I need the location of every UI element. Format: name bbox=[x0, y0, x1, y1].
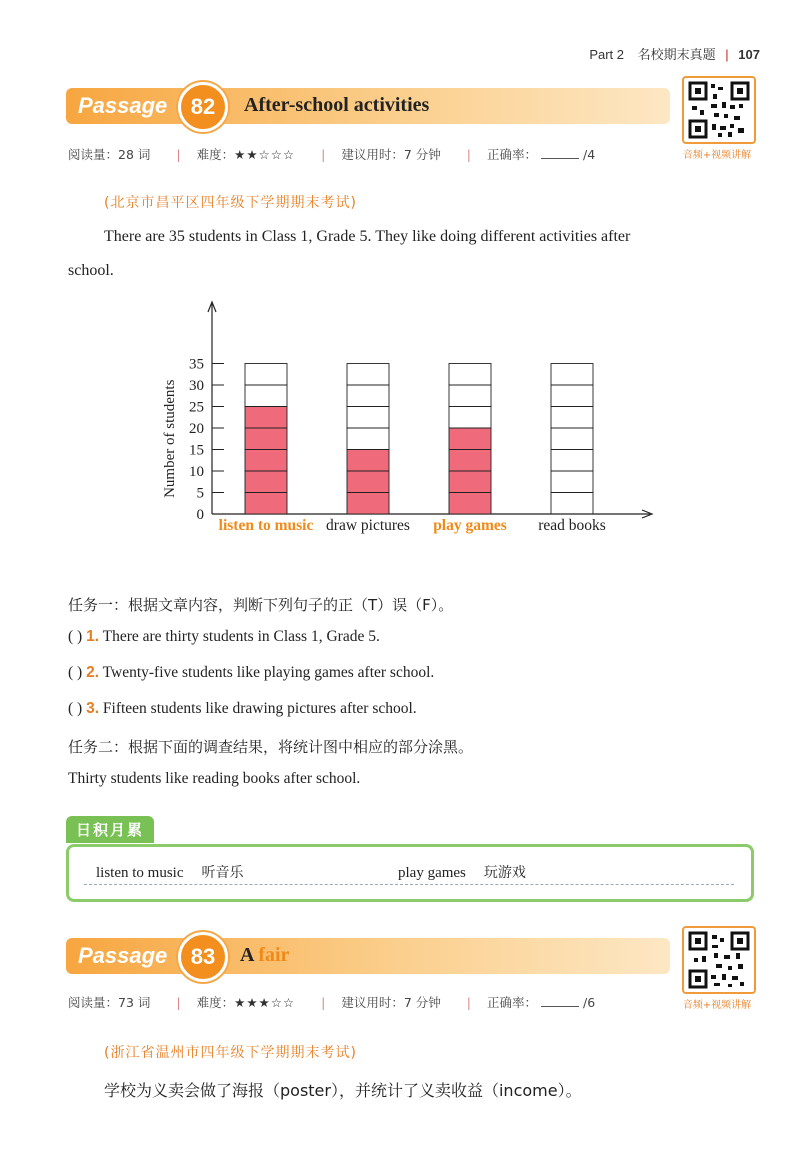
accuracy-label: 正确率： bbox=[486, 995, 537, 1010]
passage-83-title-b: fair bbox=[258, 944, 290, 966]
difficulty-label: 难度： bbox=[196, 147, 235, 162]
tf-question bbox=[68, 628, 380, 646]
bar-cell bbox=[551, 471, 593, 493]
category-label: listen to music bbox=[218, 517, 314, 534]
accuracy-label: 正确率： bbox=[486, 147, 537, 162]
task-2-sentence: Thirty students like reading books after school. bbox=[68, 770, 361, 787]
bar-cell bbox=[551, 385, 593, 407]
vocab-tag: 日积月累 bbox=[66, 816, 154, 843]
vocab-cn: 玩游戏 bbox=[483, 865, 526, 881]
header-section: 名校期末真题 bbox=[637, 47, 716, 62]
question-text: There are thirty students in Class 1, Grade 5. bbox=[102, 628, 380, 645]
qr-code-icon bbox=[684, 928, 754, 992]
difficulty-label: 难度： bbox=[196, 995, 235, 1010]
y-axis-label: Number of students bbox=[162, 379, 178, 498]
passage-83-number: 83 bbox=[178, 932, 228, 982]
difficulty-stars: ★★☆☆☆ bbox=[234, 147, 296, 162]
qr-code-83[interactable] bbox=[682, 926, 756, 994]
bar-cell bbox=[449, 364, 491, 386]
y-tick-label: 30 bbox=[189, 378, 204, 394]
y-tick-label: 5 bbox=[196, 485, 204, 502]
bar-cell bbox=[347, 407, 389, 429]
category-label: draw pictures bbox=[326, 517, 410, 534]
vocab-en: listen to music bbox=[96, 865, 184, 881]
question-number: 2. bbox=[86, 664, 100, 681]
y-tick-label: 35 bbox=[189, 356, 204, 373]
bar-cell bbox=[449, 407, 491, 429]
question-text: Twenty-five students like playing games after school. bbox=[102, 664, 435, 681]
y-tick-label: 25 bbox=[189, 399, 204, 416]
bar-cell bbox=[551, 450, 593, 472]
category-label: play games bbox=[433, 517, 507, 534]
answer-blank[interactable]: ( ) bbox=[68, 700, 83, 717]
bar-cell bbox=[347, 428, 389, 450]
question-number: 3. bbox=[86, 700, 100, 717]
passage-83-title bbox=[240, 944, 289, 967]
accuracy-total: /6 bbox=[583, 995, 596, 1010]
passage-83-meta: 阅读量：73 词 | 难度：★★★☆☆ | 建议用时：7 分钟 | 正确率： /6 bbox=[68, 995, 596, 1010]
passage-82-meta: 阅读量：28 词 | 难度：★★☆☆☆ | 建议用时：7 分钟 | 正确率： /4 bbox=[68, 147, 596, 162]
bar-cell bbox=[551, 493, 593, 515]
tf-question bbox=[68, 700, 417, 718]
bar-cell bbox=[551, 364, 593, 386]
page-number: 107 bbox=[738, 47, 760, 62]
question-number: 1. bbox=[86, 628, 100, 645]
passage-82-number: 82 bbox=[178, 82, 228, 132]
vocab-en: play games bbox=[398, 865, 466, 881]
y-tick-label: 0 bbox=[196, 507, 204, 523]
bar-cell bbox=[245, 385, 287, 407]
passage-83-title-a: A bbox=[240, 944, 254, 966]
vocab-item-1 bbox=[96, 862, 244, 882]
passage-82-source: (北京市昌平区四年级下学期期末考试) bbox=[104, 195, 357, 211]
accuracy-total: /4 bbox=[583, 147, 596, 162]
header-part: Part 2 bbox=[589, 47, 625, 62]
vocab-cn: 听音乐 bbox=[201, 865, 244, 881]
task-2-instruction: 任务二：根据下面的调查结果，将统计图中相应的部分涂黑。 bbox=[68, 738, 474, 756]
bar-cell bbox=[551, 407, 593, 429]
task-1-instruction: 任务一：根据文章内容，判断下列句子的正（T）误（F）。 bbox=[68, 596, 454, 614]
activities-bar-chart bbox=[150, 300, 670, 540]
bar-cell bbox=[347, 364, 389, 386]
passage-83-intro: 学校为义卖会做了海报（poster），并统计了义卖收益（income）。 bbox=[104, 1081, 582, 1100]
intro-line-2: school. bbox=[68, 262, 114, 279]
qr-label-82: 音频+视频讲解 bbox=[682, 150, 752, 161]
page-header: Part 2 名校期末真题 | 107 bbox=[589, 47, 760, 62]
intro-line-1: There are 35 students in Class 1, Grade 5. They like doing different activities after bbox=[104, 228, 631, 245]
qr-code-icon bbox=[684, 78, 754, 142]
y-tick-label: 10 bbox=[189, 464, 204, 480]
tf-question bbox=[68, 664, 434, 682]
bar-cell bbox=[551, 428, 593, 450]
bar-cell bbox=[245, 364, 287, 386]
y-tick-label: 15 bbox=[189, 442, 204, 459]
qr-code-82[interactable] bbox=[682, 76, 756, 144]
bar-draw-pictures bbox=[347, 450, 389, 515]
difficulty-stars: ★★★☆☆ bbox=[234, 995, 296, 1010]
y-tick-label: 20 bbox=[189, 421, 204, 437]
qr-label-83: 音频+视频讲解 bbox=[682, 1000, 752, 1011]
answer-blank[interactable]: ( ) bbox=[68, 664, 83, 681]
word-count: 阅读量：28 词 bbox=[68, 147, 151, 162]
bar-cell bbox=[449, 385, 491, 407]
passage-83-source: (浙江省温州市四年级下学期期末考试) bbox=[104, 1045, 357, 1061]
category-label: read books bbox=[538, 517, 606, 534]
vocab-item-2 bbox=[398, 862, 526, 882]
accuracy-blank[interactable] bbox=[541, 1006, 579, 1007]
bar-listen-to-music bbox=[245, 407, 287, 515]
answer-blank[interactable]: ( ) bbox=[68, 628, 83, 645]
suggested-time: 建议用时：7 分钟 bbox=[341, 147, 441, 162]
bar-cell bbox=[347, 385, 389, 407]
suggested-time: 建议用时：7 分钟 bbox=[341, 995, 441, 1010]
passage-82-title: After-school activities bbox=[244, 94, 430, 116]
passage-82-label: Passage bbox=[78, 93, 168, 118]
question-text: Fifteen students like drawing pictures after school. bbox=[102, 700, 417, 717]
word-count: 阅读量：73 词 bbox=[68, 995, 151, 1010]
passage-83-label: Passage bbox=[78, 943, 168, 968]
accuracy-blank[interactable] bbox=[541, 158, 579, 159]
